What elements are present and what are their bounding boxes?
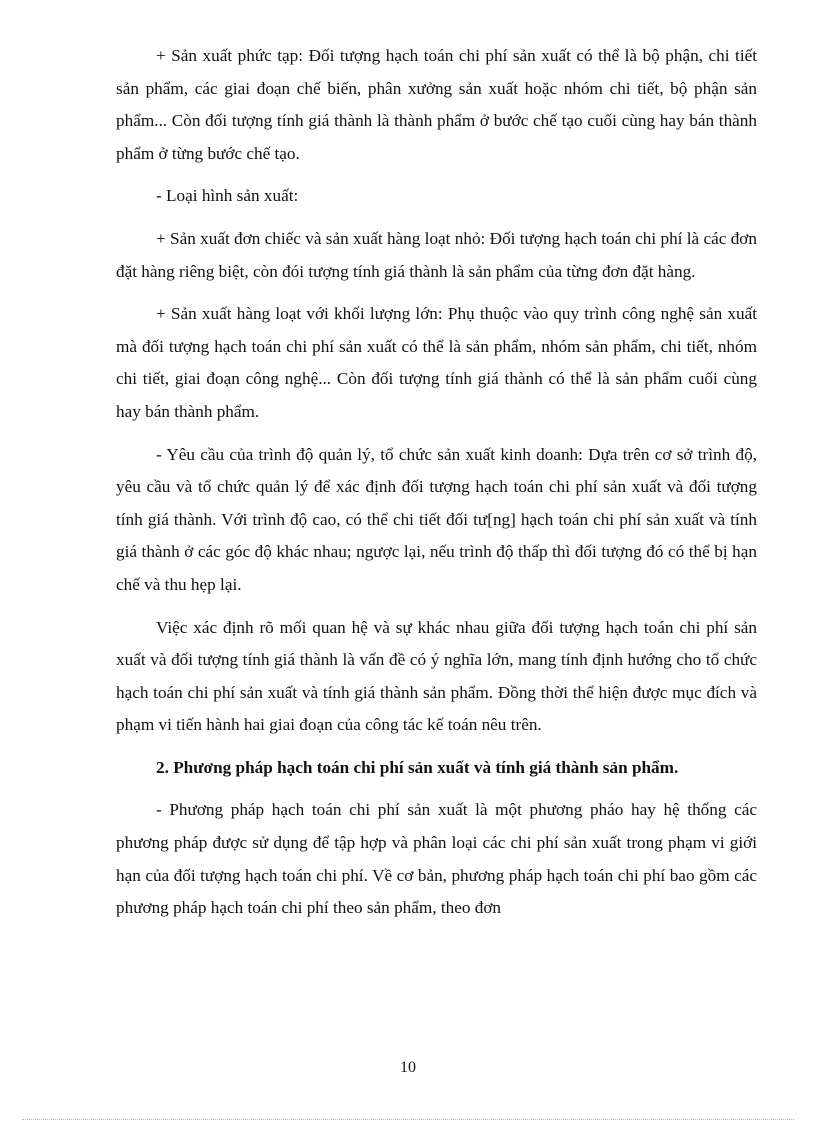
paragraph-management-requirements: - Yêu cầu của trình độ quản lý, tổ chức sản xuất kinh doanh: Dựa trên cơ sở trình độ, yêu cầu và tổ chức quản lý để xác định đối tượng hạch toán chi phí sản xuất và đối tượng tính giá thành. Với trình độ cao, có thể chi tiết đối tư[ng] hạch toán chi phí sản xuất và tính giá thành ở các góc độ khác nhau; ngược lại, nếu trình độ thấp thì đối tượng đó có thể bị hạn chế và thu hẹp lại. [116,444,757,594]
section-heading-methods: 2. Phương pháp hạch toán chi phí sản xuất và tính giá thành sản phẩm. [156,757,679,777]
paragraph-mass-production: + Sản xuất hàng loạt với khối lượng lớn: Phụ thuộc vào quy trình công nghệ sản xuất mà đối tượng hạch toán chi phí sản xuất có thể là sản phẩm, nhóm sản phẩm, chi tiết, nhóm chi tiết, giai đoạn công nghệ... Còn đối tượng tính giá thành có thể là sản phẩm cuối cùng hay bán thành phẩm. [116,304,757,421]
page-number: 10 [400,1059,416,1076]
paragraph-relationship: Việc xác định rõ mối quan hệ và sự khác nhau giữa đối tượng hạch toán chi phí sản xuất và đối tượng tính giá thành là vấn đề có ý nghĩa lớn, mang tính định hướng cho tổ chức hạch toán chi phí sản xuất và tính giá thành sản phẩm. Đồng thời thể hiện được mục đích và phạm vi tiến hành hai giai đoạn của công tác kế toán nêu trên. [116,617,757,735]
paragraph-single-small-batch: + Sản xuất đơn chiếc và sản xuất hàng loạt nhỏ: Đối tượng hạch toán chi phí là các đơn đặt hàng riêng biệt, còn đói tượng tính giá thành là sản phẩm của từng đơn đặt hàng. [116,228,757,281]
page-body [116,40,757,935]
paragraph-cost-accounting-method: - Phương pháp hạch toán chi phí sản xuất là một phương pháo hay hệ thống các phương pháp được sử dụng để tập hợp và phân loại các chi phí sản xuất trong phạm vi giới hạn của đối tượng hạch toán chi phí. Về cơ bản, phương pháp hạch toán chi phí bao gồm các phương pháp hạch toán chi phí theo sản phẩm, theo đơn [116,800,757,918]
paragraph-complex-production: + Sản xuất phức tạp: Đối tượng hạch toán chi phí sản xuất có thể là bộ phận, chi tiết sản phẩm, các giai đoạn chế biến, phân xưởng sản xuất hoặc nhóm chi tiết, bộ phận sản phẩm... Còn đối tượng tính giá thành là thành phẩm ở bước chế tạo cuối cùng hay bán thành phẩm ở từng bước chế tạo. [116,46,757,163]
paragraph-production-type: - Loại hình sản xuất: [156,186,299,206]
page-bottom-divider [22,1119,794,1120]
